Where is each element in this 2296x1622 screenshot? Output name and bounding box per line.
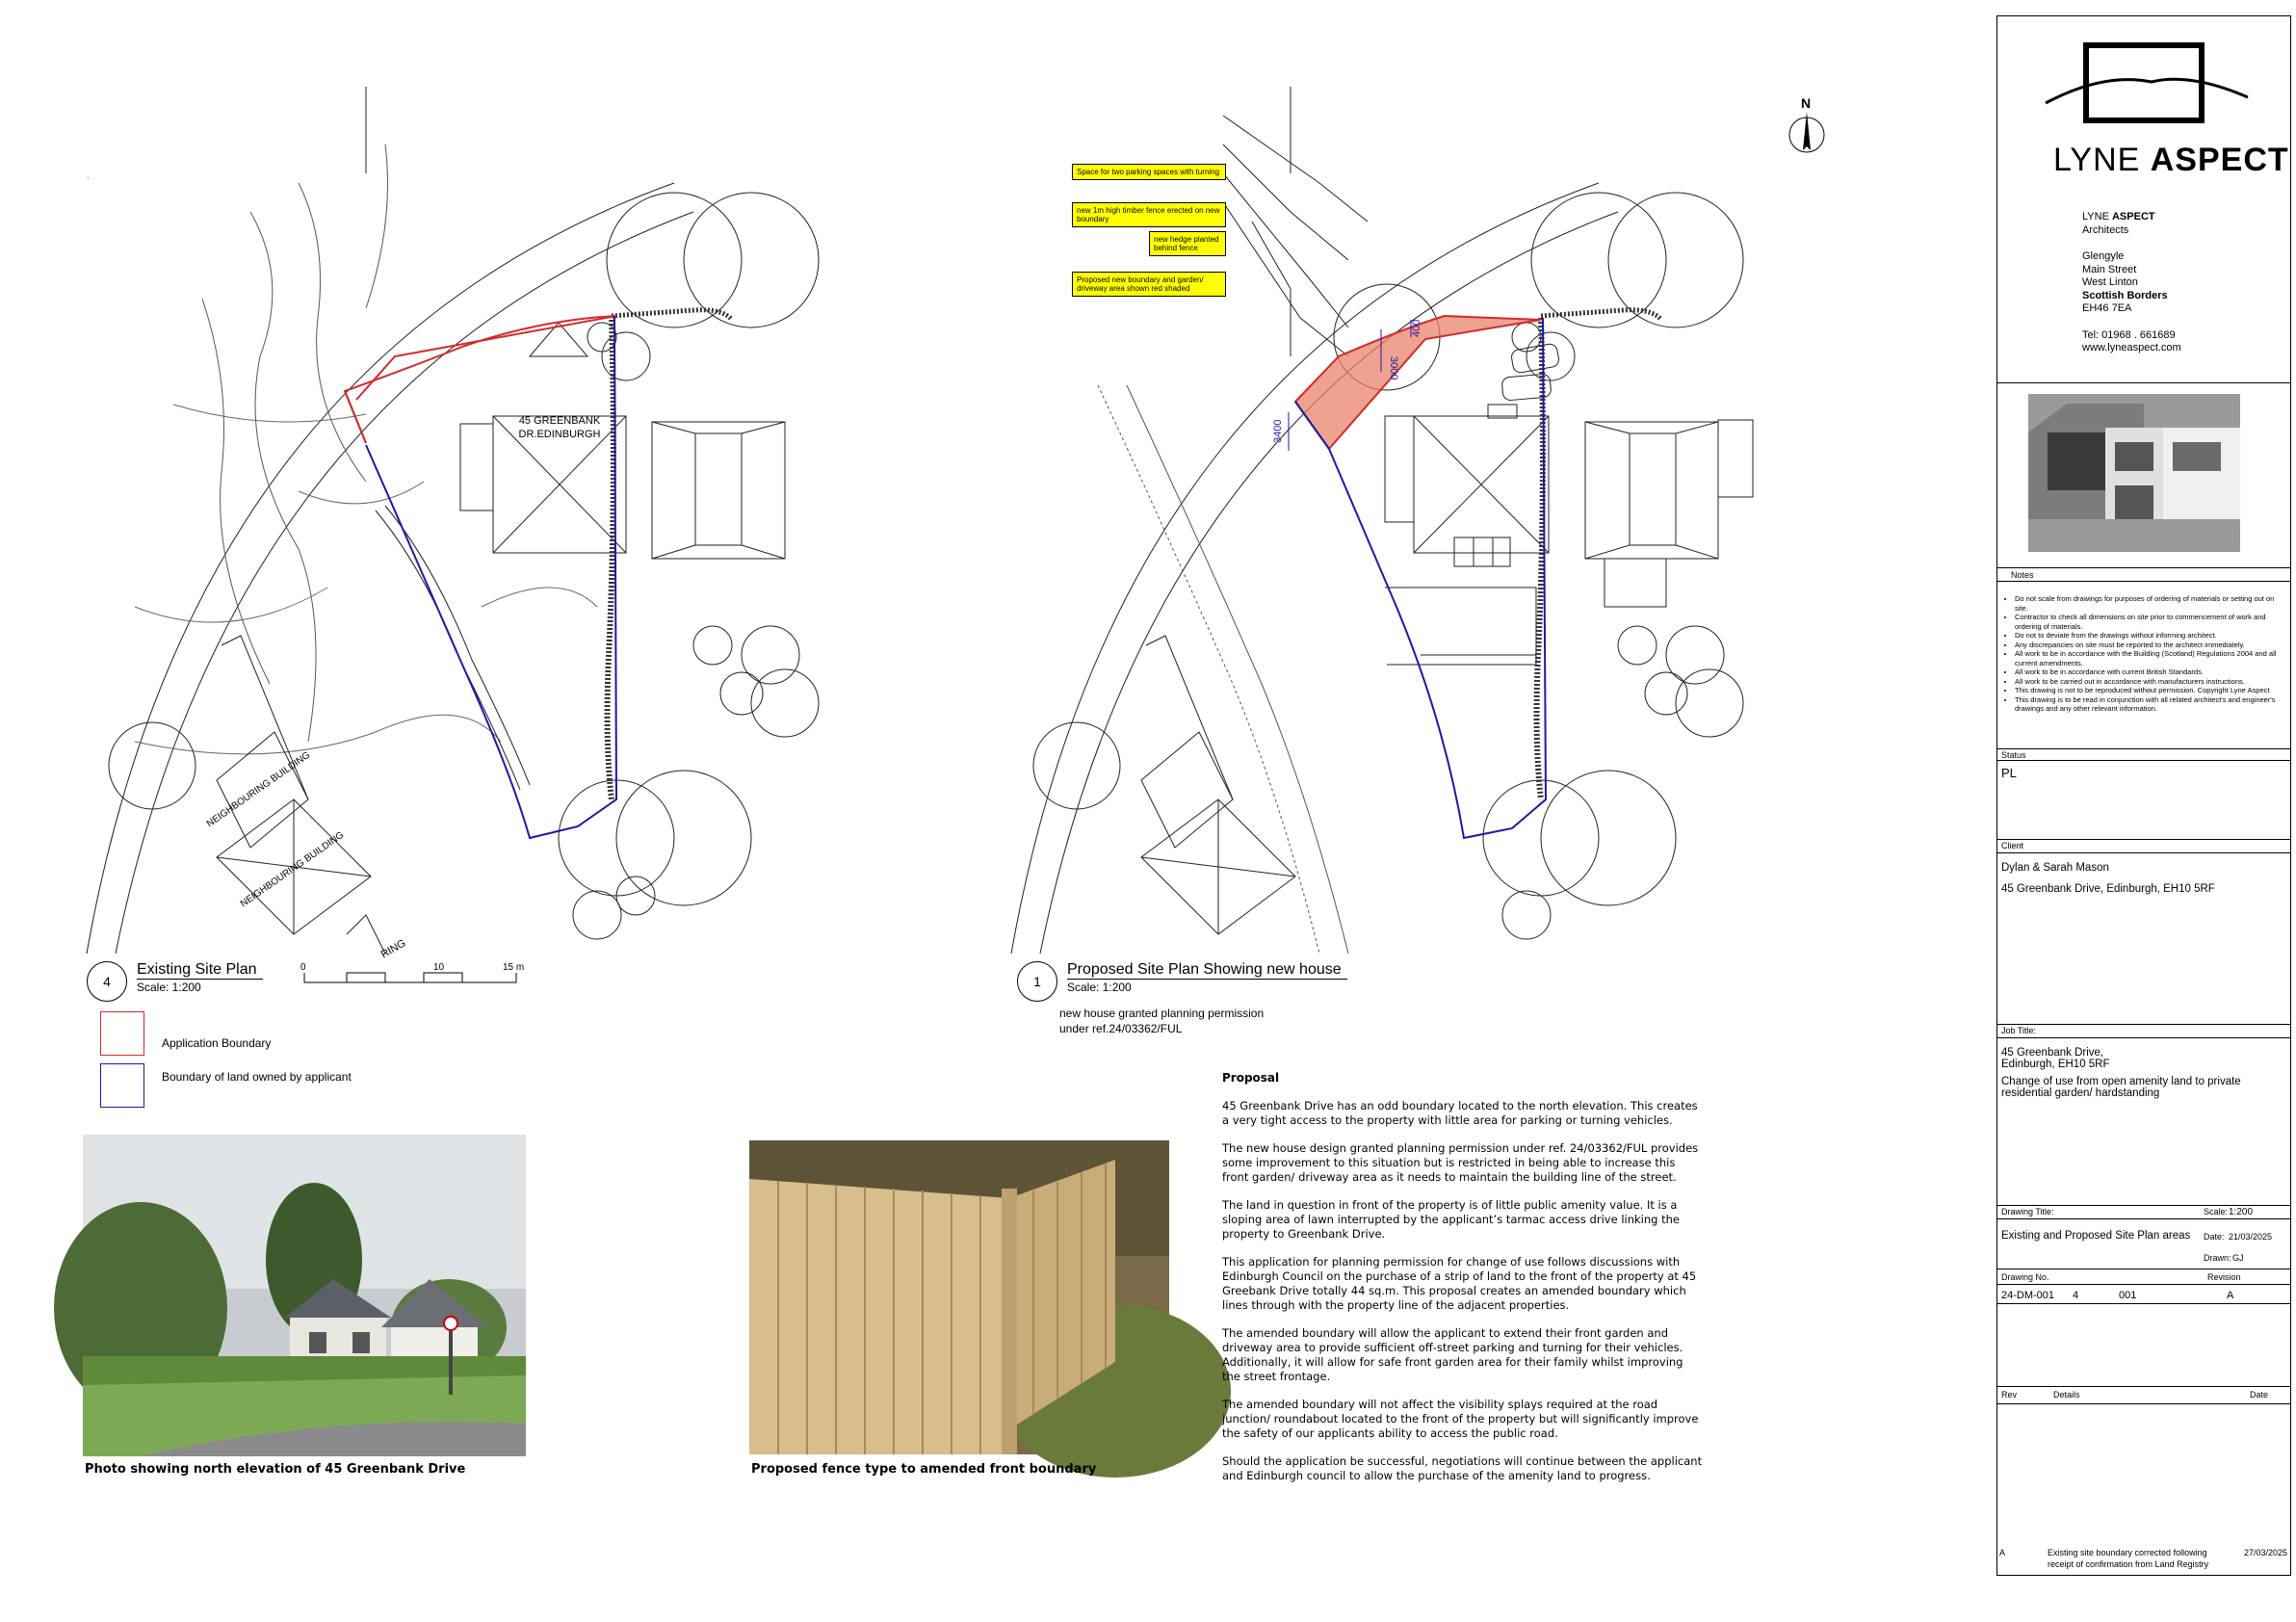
note-item: • Do not scale from drawings for purposes of ordering of materials or setting out on site. [2015, 594, 2281, 613]
lyne-aspect-logo [2046, 43, 2289, 178]
proposal-paragraph: This application for planning permission for change of use follows discussions with Edinburgh Council on the purchase of a strip of land to the front of the property at 45 Greebank Drive totally 44 sq.m. This proposal creates an amended boundary which lines through with the property line of the adjacent properties. [1222, 1255, 1697, 1312]
drawn-label: Drawn: [2204, 1253, 2231, 1263]
dim-3000: 3000 [1388, 356, 1399, 380]
proposal-paragraph: The new house design granted planning permission under ref. 24/03362/FUL provides some improvement to this situation but is restricted in being able to increase this front garden/ driveway area as it needs to maintain the building line of the street. [1222, 1141, 1699, 1184]
proposed-site-plan-drawing [1002, 67, 1830, 954]
note-item: • All work to be in accordance with the Building (Scotland) Regulations 2004 and all current amendments. [2015, 649, 2281, 667]
scale-0: 0 [300, 962, 306, 973]
house-label-line1: 45 GREENBANK [518, 415, 601, 427]
revision-value: A [2227, 1290, 2234, 1301]
rev-detail-1: Existing site boundary corrected following [2048, 1548, 2207, 1557]
legend-owned-label: Boundary of land owned by applicant [162, 1070, 352, 1084]
note-item: • Contractor to check all dimensions on site prior to commencement of work and ordering of materials. [2015, 613, 2281, 631]
house-render-image [2028, 394, 2240, 552]
note-item: • Do not to deviate from the drawings without informing architect. [2015, 631, 2281, 641]
existing-plan-title-text: Existing Site Plan [137, 961, 263, 980]
note-item: • This drawing is to be read in conjunction with all related architect's and engineer's drawings and any other relevant information. [2015, 695, 2281, 714]
proposal-paragraph: The amended boundary will allow the applicant to extend their front garden and driveway area to provide sufficient off-street parking and turning for their vehicles. Additionally, it will allow for safe front garden area for their family whilst improving the street frontage. [1222, 1326, 1683, 1383]
client-name: Dylan & Sarah Mason [2001, 862, 2109, 874]
proposed-note-line2: under ref.24/03362/FUL [1059, 1022, 1183, 1035]
proposal-paragraph: 45 Greenbank Drive has an odd boundary located to the north elevation. This creates a very tight access to the property with little area for parking or turning vehicles. [1222, 1099, 1698, 1127]
scale-value: 1:200 [2229, 1207, 2254, 1217]
rev-col-label: Rev [2001, 1390, 2018, 1400]
addr-3: West Linton [2082, 276, 2138, 288]
drawing-number-1: 24-DM-001 [2001, 1290, 2055, 1301]
scale-label: Scale: [2204, 1207, 2229, 1216]
notes-label: Notes [2011, 570, 2034, 580]
job-title-label: Job Title: [2001, 1026, 2037, 1035]
rev-detail-2: receipt of confirmation from Land Registry [2048, 1559, 2209, 1569]
dim-400: 400 [1411, 319, 1422, 337]
dim-3400: 3400 [1272, 419, 1284, 443]
addr-5: EH46 7EA [2082, 302, 2132, 314]
addr-4: Scottish Borders [2082, 289, 2168, 301]
legend-owned-swatch [100, 1063, 144, 1108]
proposal-heading: Proposal [1222, 1071, 1280, 1085]
drawing-title-label: Drawing Title: [2001, 1207, 2054, 1216]
note-item: • All work to be in accordance with current British Standards. [2015, 667, 2281, 677]
proposed-plan-number: 1 [1017, 961, 1057, 1002]
proposed-plan-title-text: Proposed Site Plan Showing new house [1067, 961, 1347, 980]
addr-2: Main Street [2082, 263, 2137, 275]
firm-bold: ASPECT [2111, 211, 2155, 222]
note-item: • All work to be carried out in accordance with manufacturers instructions. [2015, 677, 2281, 687]
north-label: N [1801, 95, 1812, 111]
note-item: • This drawing is not to be reproduced without permission. Copyright Lyne Aspect [2015, 686, 2281, 695]
fence-photo-caption: Proposed fence type to amended front boundary [751, 1462, 1097, 1477]
existing-plan-scale: Scale: 1:200 [137, 981, 201, 994]
job-line-2: Edinburgh, EH10 5RF [2001, 1059, 2110, 1070]
existing-plan-number: 4 [87, 961, 127, 1002]
proposal-text [1222, 1071, 1704, 1497]
north-elevation-photo [83, 1135, 526, 1456]
north-photo-caption: Photo showing north elevation of 45 Greenbank Drive [85, 1462, 466, 1477]
proposal-paragraph: Should the application be successful, negotiations will continue between the applicant and Edinburgh council to allow the purchase of the amenity land to progress. [1222, 1454, 1703, 1482]
date-label: Date: [2204, 1232, 2225, 1242]
rev-code: A [1999, 1548, 2006, 1557]
logo-text-light: LYNE [2053, 142, 2141, 178]
proposed-note-line1: new house granted planning permission [1059, 1007, 1265, 1020]
neighbour-label-2: NEIGHBOURING BUILDING [238, 829, 347, 910]
notes-list [2001, 594, 2281, 714]
drawing-title: Existing and Proposed Site Plan areas [2001, 1230, 2191, 1242]
status-label: Status [2001, 750, 2026, 760]
callout-parking: Space for two parking spaces with turning [1072, 164, 1226, 180]
firm-sub: Architects [2082, 223, 2129, 236]
details-col-label: Details [2053, 1390, 2080, 1400]
proposal-paragraph: The land in question in front of the property is of little public amenity value. It is a sloping area of lawn interrupted by the applicant’s tarmac access drive linking the property to Greenbank Drive. [1222, 1198, 1680, 1241]
neighbour-label-1: NEIGHBOURING BUILDING [204, 749, 313, 830]
firm-light: LYNE [2082, 211, 2109, 222]
scale-15: 15 m [503, 962, 525, 973]
website[interactable]: www.lyneaspect.com [2082, 342, 2181, 353]
legend-application-label: Application Boundary [162, 1036, 272, 1050]
drawing-number-3: 001 [2119, 1290, 2137, 1301]
title-block [1996, 15, 2291, 1576]
revision-label: Revision [2207, 1272, 2241, 1282]
addr-1: Glengyle [2082, 250, 2125, 262]
callout-fence: new 1m high timber fence erected on new boundary [1072, 202, 1226, 227]
telephone: Tel: 01968 . 661689 [2082, 328, 2176, 341]
proposal-paragraph: The amended boundary will not affect the visibility splays required at the road junction/ roundabout located to the front of the property but will significantly improve the safety of our applicants ability to access the public road. [1222, 1398, 1699, 1440]
status-value: PL [2001, 766, 2017, 780]
scale-10: 10 [433, 962, 445, 973]
svg-text:.: . [87, 170, 90, 180]
note-item: • Any discrepancies on site must be reported to the architect immediately. [2015, 641, 2281, 650]
north-arrow [1789, 95, 1824, 152]
client-label: Client [2001, 841, 2024, 850]
cut-label: RING [378, 937, 408, 961]
job-line-3: Change of use from open amenity land to private [2001, 1076, 2241, 1087]
fence-photo [749, 1140, 1169, 1454]
callout-boundary: Proposed new boundary and garden/ driveway area shown red shaded [1072, 272, 1226, 297]
existing-site-plan-drawing [77, 67, 867, 961]
date-value: 21/03/2025 [2229, 1232, 2273, 1242]
callout-hedge: new hedge planted behind fence [1149, 231, 1226, 256]
job-line-4: residential garden/ hardstanding [2001, 1087, 2160, 1099]
drawn-value: GJ [2232, 1253, 2244, 1263]
date-col-label: Date [2250, 1390, 2269, 1400]
house-label-line2: DR.EDINBURGH [518, 429, 601, 440]
rev-date: 27/03/2025 [2244, 1548, 2288, 1557]
svg-text:LYNE ASPECT [2053, 142, 2289, 178]
client-address: 45 Greenbank Drive, Edinburgh, EH10 5RF [2001, 883, 2215, 895]
drawing-number-2: 4 [2073, 1290, 2079, 1301]
proposed-plan-scale: Scale: 1:200 [1067, 981, 1132, 994]
job-line-1: 45 Greenbank Drive, [2001, 1047, 2104, 1059]
drawing-number-label: Drawing No. [2001, 1272, 2049, 1282]
logo-text-bold: ASPECT [2150, 142, 2289, 178]
legend-application-swatch [100, 1011, 144, 1056]
scale-bar [299, 961, 530, 990]
